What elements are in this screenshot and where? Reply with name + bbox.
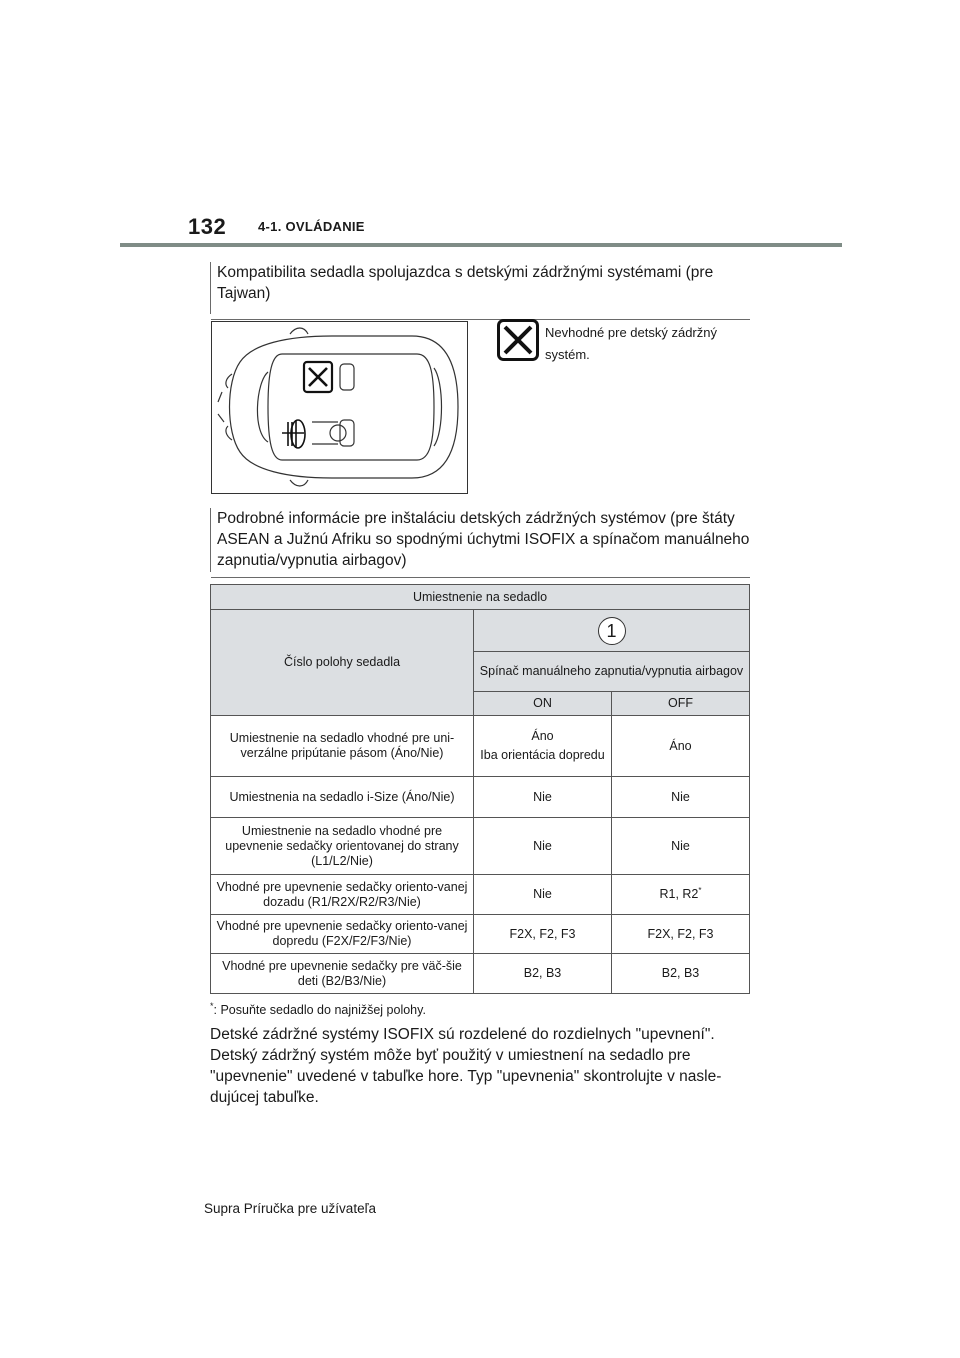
footnote-star: * <box>210 1001 214 1011</box>
row-on: Nie <box>474 875 612 915</box>
row-off: Áno <box>612 716 750 777</box>
legend <box>497 319 757 369</box>
switch-label: Spínač manuálneho zapnutia/vypnutia airbagov <box>474 652 750 692</box>
row-label: Umiestnenie na sedadlo vhodné pre upevnenie sedačky orientovanej do strany (L1/L2/Nie) <box>211 818 474 875</box>
row-off: Nie <box>612 818 750 875</box>
table-row <box>211 716 750 777</box>
header-rule <box>120 243 842 247</box>
legend-text: Nevhodné pre detský zádržný systém. <box>545 325 717 362</box>
row-off: Nie <box>612 777 750 818</box>
position-number-cell <box>474 610 750 652</box>
heading-compatibility: Kompatibilita sedadla spolujazdca s detskými zádržnými systémami (pre Tajwan) <box>210 262 750 314</box>
row-on: Nie <box>474 777 612 818</box>
section-title: 4-1. OVLÁDANIE <box>258 219 365 234</box>
table-row <box>211 818 750 875</box>
row-label: Vhodné pre upevnenie sedačky oriento-vanej dopredu (F2X/F2/F3/Nie) <box>211 915 474 954</box>
table-title: Umiestnenie na sedadlo <box>211 585 750 610</box>
row-on: Nie <box>474 818 612 875</box>
seat-position-table <box>210 584 750 994</box>
car-top-view-icon <box>212 322 466 492</box>
position-label: Číslo polohy sedadla <box>211 610 474 716</box>
car-seat-diagram <box>211 321 468 494</box>
row-on <box>474 716 612 777</box>
row-off: F2X, F2, F3 <box>612 915 750 954</box>
table-row <box>211 954 750 994</box>
row-off: B2, B3 <box>612 954 750 994</box>
page-number: 132 <box>188 214 227 239</box>
table-row <box>211 875 750 915</box>
footnote-text: : Posuňte sedadlo do najnižšej polohy. <box>213 1003 426 1018</box>
row-on-value: Áno <box>531 729 554 743</box>
on-header: ON <box>474 692 612 716</box>
row-label: Vhodné pre upevnenie sedačky pre väč-šie deti (B2/B3/Nie) <box>211 954 474 994</box>
x-box-icon <box>497 319 539 361</box>
footnote <box>210 1001 426 1017</box>
row-on: B2, B3 <box>474 954 612 994</box>
row-on: F2X, F2, F3 <box>474 915 612 954</box>
footer-title: Supra Príručka pre užívateľa <box>204 1201 377 1216</box>
footnote-mark: * <box>698 885 702 895</box>
row-off <box>612 875 750 915</box>
off-header: OFF <box>612 692 750 716</box>
row-label: Vhodné pre upevnenie sedačky oriento-vanej dozadu (R1/R2X/R2/R3/Nie) <box>211 875 474 915</box>
table-row <box>211 777 750 818</box>
position-number: 1 <box>598 617 626 645</box>
row-on-note: Iba orientácia dopredu <box>480 748 605 762</box>
row-label: Umiestnenie na sedadlo vhodné pre uni-verzálne pripútanie pásom (Áno/Nie) <box>211 716 474 777</box>
x-box-icon <box>304 362 332 392</box>
row-label: Umiestnenia na sedadlo i-Size (Áno/Nie) <box>211 777 474 818</box>
body-paragraph: Detské zádržné systémy ISOFIX sú rozdelené do rozdielnych "upevnení". Detský zádržný systém môže byť použitý v umiestnení na sedadlo pre "upevnenie" uvedené v tabuľke hore. Typ "upevnenia" skontrolujte v nasle-dujúcej tabuľke. <box>210 1026 722 1106</box>
heading-isofix-details: Podrobné informácie pre inštaláciu detských zádržných systémov (pre štáty ASEAN a Južnú Afriku so spodnými úchytmi ISOFIX a spínačom manuálneho zapnutia/vypnutia airbagov) <box>210 508 750 572</box>
table-row <box>211 915 750 954</box>
row-off-value: R1, R2 <box>659 887 699 901</box>
